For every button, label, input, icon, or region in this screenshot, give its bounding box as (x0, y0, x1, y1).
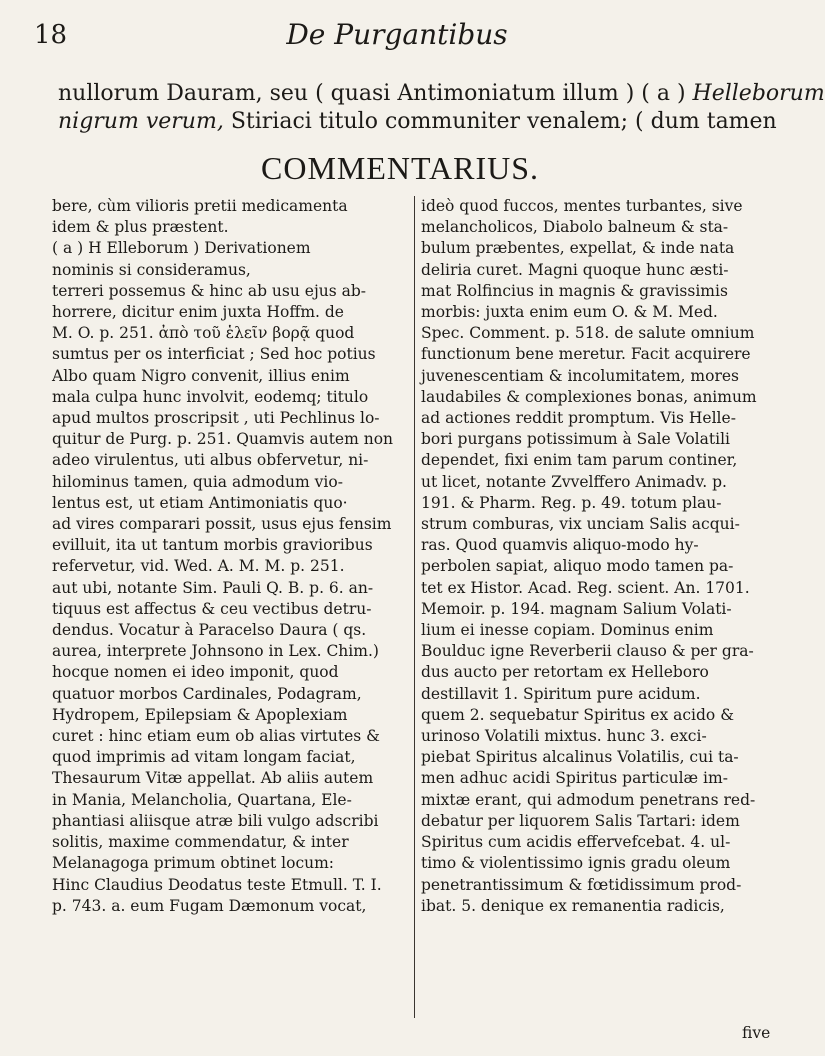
text-line: M. O. p. 251. ἀπὸ τοῦ ἑλεῖν βορᾷ quod (52, 324, 355, 343)
text-line: bori purgans potissimum à Sale Volatili (421, 430, 730, 449)
column-divider (414, 196, 415, 1018)
text-line: dus aucto per retortam ex Helleboro (421, 663, 709, 682)
text-line: ( a ) H Elleborum ) Derivationem (52, 239, 311, 258)
text-line: timo & violentissimo ignis gradu oleum (421, 854, 731, 873)
text-line: strum comburas, vix unciam Salis acqui- (421, 515, 740, 534)
text-line: ras. Quod quamvis aliquo-modo hy- (421, 536, 699, 555)
section-title: COMMENTARIUS. (260, 150, 539, 186)
text-line: mixtæ erant, qui admodum penetrans red- (421, 790, 756, 809)
text-line: Spiritus cum acidis effervefcebat. 4. ul- (421, 833, 731, 852)
text-line: Hinc Claudius Deodatus teste Etmull. T. I. (52, 875, 382, 894)
text-line: lentus est, ut etiam Antimoniatis quo· (52, 493, 348, 512)
text-line: Boulduc igne Reverberii clauso & per gra- (421, 642, 754, 661)
text-line: dendus. Vocatur à Paracelso Daura ( qs. (52, 621, 367, 640)
page-header (34, 18, 760, 52)
text-line: ad actiones reddit promptum. Vis Helle- (421, 409, 736, 428)
text-line: adeo virulentus, uti albus obfervetur, ni- (52, 451, 369, 470)
page-number: 18 (34, 20, 68, 50)
text-line: hilominus tamen, quia admodum vio- (52, 472, 343, 491)
intro-text (58, 80, 825, 136)
text-line: quitur de Purg. p. 251. Quamvis autem non (52, 430, 394, 449)
text-line: apud multos proscripsit , uti Pechlinus lo- (52, 409, 380, 428)
text-line: sumtus per os interficiat ; Sed hoc potius (52, 345, 376, 364)
text-line: destillavit 1. Spiritum pure acidum. (421, 684, 701, 703)
text-line: nominis si consideramus, (52, 260, 251, 279)
text-line: aut ubi, notante Sim. Pauli Q. B. p. 6. an- (52, 578, 374, 597)
text-line: piebat Spiritus alcalinus Volatilis, cui ta- (421, 748, 739, 767)
text-line: debatur per liquorem Salis Tartari: idem (421, 811, 740, 830)
text-line: bere, cùm vilioris pretii medicamenta (52, 197, 348, 215)
text-line: ibat. 5. denique ex remanentia radicis, (421, 896, 725, 915)
text-line: ad vires comparari possit, usus ejus fensim (52, 515, 392, 534)
text-line: in Mania, Melancholia, Quartana, Ele- (52, 790, 352, 809)
text-line: quod imprimis ad vitam longam faciat, (52, 748, 356, 767)
text-line: 191. & Pharm. Reg. p. 49. totum plau- (421, 493, 722, 512)
text-line: quatuor morbos Cardinales, Podagram, (52, 684, 362, 703)
text-line: tiquus est affectus & ceu vectibus detru- (52, 599, 372, 618)
text-line: juvenescentiam & incolumitatem, mores (421, 366, 739, 385)
text-line: ideò quod fuccos, mentes turbantes, sive (421, 197, 743, 215)
left-column (52, 196, 410, 917)
text-line: melancholicos, Diabolo balneum & sta- (421, 218, 729, 237)
text-line: men adhuc acidi Spiritus particulæ im- (421, 769, 728, 788)
catchword: five (742, 1024, 771, 1042)
text-line: deliria curet. Magni quoque hunc æsti- (421, 260, 729, 279)
text-line: quem 2. sequebatur Spiritus ex acido & (421, 705, 734, 724)
text-line: mala culpa hunc involvit, eodemq; titulo (52, 387, 369, 406)
running-title: De Purgantibus (286, 18, 508, 51)
text-line: Memoir. p. 194. magnam Salium Volati- (421, 599, 732, 618)
text-line: Melanagoga primum obtinet locum: (52, 854, 335, 873)
text-line: perbolen sapiat, aliquo modo tamen pa- (421, 557, 734, 576)
text-line: idem & plus præstent. (52, 218, 229, 237)
text-line: laudabiles & complexiones bonas, animum (421, 387, 757, 406)
text-line: Hydropem, Epilepsiam & Apoplexiam (52, 705, 348, 724)
text-line: phantiasi aliisque atræ bili vulgo adscribi (52, 811, 379, 830)
text-line: terreri possemus & hinc ab usu ejus ab- (52, 281, 367, 300)
intro-line: nigrum verum, Stiriaci titulo communiter venalem; ( dum tamen (58, 109, 777, 134)
right-column (421, 196, 786, 917)
text-line: functionum bene meretur. Facit acquirere (421, 345, 751, 364)
intro-line: nullorum Dauram, seu ( quasi Antimoniatum illum ) ( a ) Helleborum (58, 81, 825, 106)
text-line: tet ex Histor. Acad. Reg. scient. An. 1701. (421, 578, 750, 597)
text-line: p. 743. a. eum Fugam Dæmonum vocat, (52, 896, 367, 915)
text-line: curet : hinc etiam eum ob alias virtutes & (52, 727, 380, 746)
text-line: dependet, fixi enim tam parum continer, (421, 451, 738, 470)
text-line: Albo quam Nigro convenit, illius enim (52, 366, 350, 385)
text-line: evilluit, ita ut tantum morbis gravioribus (52, 536, 373, 555)
text-line: bulum præbentes, expellat, & inde nata (421, 239, 735, 258)
text-line: morbis: juxta enim eum O. & M. Med. (421, 303, 718, 322)
text-line: lium ei inesse copiam. Dominus enim (421, 621, 714, 640)
text-line: aurea, interprete Johnsono in Lex. Chim.) (52, 642, 379, 661)
text-line: solitis, maxime commendatur, & inter (52, 833, 349, 852)
text-line: hocque nomen ei ideo imponit, quod (52, 663, 339, 682)
text-line: Thesaurum Vitæ appellat. Ab aliis autem (52, 769, 374, 788)
text-line: urinoso Volatili mixtus. hunc 3. exci- (421, 727, 707, 746)
text-line: mat Rolfincius in magnis & gravissimis (421, 281, 728, 300)
text-line: horrere, dicitur enim juxta Hoffm. de (52, 303, 344, 322)
text-line: refervetur, vid. Wed. A. M. M. p. 251. (52, 557, 345, 576)
text-line: penetrantissimum & fœtidissimum prod- (421, 875, 742, 894)
text-line: Spec. Comment. p. 518. de salute omnium (421, 324, 755, 343)
text-line: ut licet, notante Zvvelffero Animadv. p. (421, 472, 727, 491)
